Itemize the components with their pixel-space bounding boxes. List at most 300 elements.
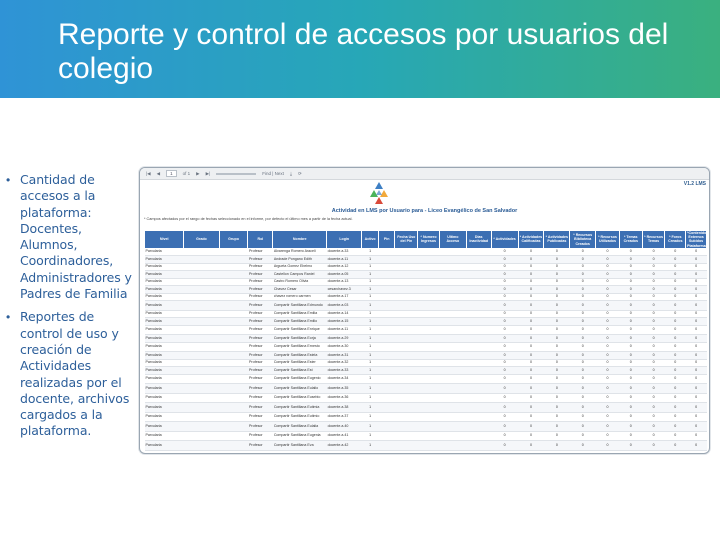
cell-grupo bbox=[219, 256, 248, 264]
cell-dias-inactividad bbox=[466, 441, 491, 451]
cell-count: 0 bbox=[619, 271, 642, 279]
cell-grado bbox=[184, 286, 219, 294]
cell-count: 0 bbox=[518, 335, 544, 343]
cell-count: 0 bbox=[544, 384, 570, 394]
cell-count: 0 bbox=[596, 256, 620, 264]
cell-rol: Profesor bbox=[248, 263, 273, 271]
cell-login: docente.a.34 bbox=[327, 374, 362, 384]
cell-grado bbox=[184, 359, 219, 367]
cell-grupo bbox=[219, 374, 248, 384]
cell-count: 0 bbox=[686, 342, 707, 352]
cell-count: 0 bbox=[686, 278, 707, 286]
cell-rol: Profesor bbox=[248, 412, 273, 422]
cell-nivel: Parvularia bbox=[145, 271, 184, 279]
cell-activo: 1 bbox=[362, 342, 379, 352]
cell-count: 0 bbox=[686, 412, 707, 422]
cell-ingresos bbox=[418, 374, 440, 384]
cell-nivel: Parvularia bbox=[145, 310, 184, 318]
cell-count: 0 bbox=[665, 412, 686, 422]
cell-ingresos bbox=[418, 422, 440, 432]
first-page-icon[interactable]: |◀ bbox=[146, 170, 151, 176]
cell-ingresos bbox=[418, 293, 440, 301]
page-number-input[interactable]: 1 bbox=[166, 170, 177, 177]
table-row bbox=[145, 256, 707, 264]
cell-count: 0 bbox=[619, 374, 642, 384]
cell-count: 0 bbox=[619, 393, 642, 403]
cell-activo: 1 bbox=[362, 441, 379, 451]
cell-grado bbox=[184, 384, 219, 394]
cell-pin bbox=[378, 393, 395, 403]
column-header[interactable]: * Recursos Biblioteca Creados bbox=[570, 231, 596, 249]
cell-ingresos bbox=[418, 325, 440, 335]
cell-fecha-pin bbox=[395, 293, 418, 301]
cell-grupo bbox=[219, 431, 248, 441]
refresh-icon[interactable]: ⟳ bbox=[297, 170, 302, 176]
cell-dias-inactividad bbox=[466, 278, 491, 286]
cell-dias-inactividad bbox=[466, 384, 491, 394]
cell-pin bbox=[378, 352, 395, 360]
cell-grado bbox=[184, 318, 219, 326]
cell-count: 0 bbox=[491, 286, 518, 294]
cell-ingresos bbox=[418, 393, 440, 403]
cell-grupo bbox=[219, 403, 248, 413]
cell-ingresos bbox=[418, 318, 440, 326]
cell-count: 0 bbox=[596, 271, 620, 279]
cell-count: 0 bbox=[570, 441, 596, 451]
cell-count: 0 bbox=[642, 318, 665, 326]
cell-rol: Profesor bbox=[248, 403, 273, 413]
cell-rol: Profesor bbox=[248, 301, 273, 311]
table-row bbox=[145, 431, 707, 441]
cell-count: 0 bbox=[665, 286, 686, 294]
cell-count: 0 bbox=[570, 278, 596, 286]
cell-fecha-pin bbox=[395, 325, 418, 335]
cell-nivel: Parvularia bbox=[145, 301, 184, 311]
cell-count: 0 bbox=[686, 374, 707, 384]
table-row bbox=[145, 335, 707, 343]
cell-count: 0 bbox=[544, 441, 570, 451]
cell-pin bbox=[378, 342, 395, 352]
cell-count: 0 bbox=[596, 403, 620, 413]
cell-activo: 1 bbox=[362, 359, 379, 367]
cell-nivel: Parvularia bbox=[145, 422, 184, 432]
cell-dias-inactividad bbox=[466, 359, 491, 367]
cell-count: 0 bbox=[665, 367, 686, 375]
cell-count: 0 bbox=[686, 422, 707, 432]
table-row bbox=[145, 352, 707, 360]
cell-nombre: Compartir Santillana Eorja bbox=[273, 335, 327, 343]
cell-login: docente.a.15 bbox=[327, 318, 362, 326]
cell-activo: 1 bbox=[362, 286, 379, 294]
cell-count: 0 bbox=[518, 293, 544, 301]
column-header[interactable]: Ultimo Acceso bbox=[439, 231, 466, 249]
cell-pin bbox=[378, 335, 395, 343]
cell-count: 0 bbox=[570, 318, 596, 326]
cell-count: 0 bbox=[518, 271, 544, 279]
cell-pin bbox=[378, 293, 395, 301]
cell-count: 0 bbox=[596, 367, 620, 375]
cell-count: 0 bbox=[619, 441, 642, 451]
cell-count: 0 bbox=[642, 359, 665, 367]
cell-count: 0 bbox=[518, 359, 544, 367]
cell-count: 0 bbox=[518, 325, 544, 335]
cell-count: 0 bbox=[491, 263, 518, 271]
column-header[interactable]: * Temas Creados bbox=[619, 231, 642, 249]
column-header[interactable]: Login bbox=[327, 231, 362, 249]
cell-activo: 1 bbox=[362, 367, 379, 375]
column-header[interactable]: Grupo bbox=[219, 231, 248, 249]
cell-ultimo-acceso bbox=[439, 367, 466, 375]
bullet-marker: • bbox=[6, 310, 11, 325]
cell-count: 0 bbox=[619, 263, 642, 271]
cell-ultimo-acceso bbox=[439, 301, 466, 311]
cell-rol: Profesor bbox=[248, 359, 273, 367]
cell-grupo bbox=[219, 441, 248, 451]
cell-rol: Profesor bbox=[248, 256, 273, 264]
cell-nivel: Parvularia bbox=[145, 412, 184, 422]
cell-dias-inactividad bbox=[466, 293, 491, 301]
cell-rol: Profesor bbox=[248, 271, 273, 279]
cell-ingresos bbox=[418, 352, 440, 360]
column-header[interactable]: * Actividades Publicadas bbox=[544, 231, 570, 249]
cell-count: 0 bbox=[544, 393, 570, 403]
cell-count: 0 bbox=[544, 367, 570, 375]
page-count: of 1 bbox=[182, 171, 191, 176]
cell-count: 0 bbox=[642, 271, 665, 279]
cell-count: 0 bbox=[544, 271, 570, 279]
cell-count: 0 bbox=[518, 431, 544, 441]
cell-rol: Profesor bbox=[248, 318, 273, 326]
cell-grado bbox=[184, 431, 219, 441]
cell-activo: 1 bbox=[362, 293, 379, 301]
cell-nivel: Parvularia bbox=[145, 393, 184, 403]
cell-count: 0 bbox=[491, 342, 518, 352]
cell-ultimo-acceso bbox=[439, 278, 466, 286]
cell-count: 0 bbox=[619, 403, 642, 413]
column-header[interactable]: * Numero Ingresos bbox=[418, 231, 440, 249]
cell-fecha-pin bbox=[395, 286, 418, 294]
cell-ingresos bbox=[418, 359, 440, 367]
cell-activo: 1 bbox=[362, 393, 379, 403]
column-header[interactable]: *Contenidos Externos Subidos Plataforma bbox=[687, 231, 709, 248]
cell-dias-inactividad bbox=[466, 393, 491, 403]
cell-grado bbox=[184, 335, 219, 343]
cell-count: 0 bbox=[665, 301, 686, 311]
cell-count: 0 bbox=[665, 422, 686, 432]
cell-count: 0 bbox=[491, 293, 518, 301]
cell-fecha-pin bbox=[395, 367, 418, 375]
cell-count: 0 bbox=[518, 441, 544, 451]
column-header[interactable]: Dias Inactividad bbox=[466, 231, 491, 249]
cell-count: 0 bbox=[570, 412, 596, 422]
cell-count: 0 bbox=[544, 335, 570, 343]
column-header[interactable]: * Foros Creados bbox=[665, 231, 686, 249]
bullet-marker: • bbox=[6, 173, 11, 187]
cell-ingresos bbox=[418, 278, 440, 286]
cell-count: 0 bbox=[686, 271, 707, 279]
table-row bbox=[145, 318, 707, 326]
cell-nombre: chavez romero carmen bbox=[273, 293, 327, 301]
table-row bbox=[145, 374, 707, 384]
cell-activo: 1 bbox=[362, 263, 379, 271]
table-row bbox=[145, 325, 707, 335]
cell-count: 0 bbox=[544, 359, 570, 367]
cell-count: 0 bbox=[686, 286, 707, 294]
cell-pin bbox=[378, 286, 395, 294]
cell-grupo bbox=[219, 342, 248, 352]
cell-count: 0 bbox=[642, 342, 665, 352]
cell-count: 0 bbox=[570, 384, 596, 394]
cell-rol: Profesor bbox=[248, 367, 273, 375]
cell-count: 0 bbox=[665, 359, 686, 367]
cell-grado bbox=[184, 325, 219, 335]
cell-nivel: Parvularia bbox=[145, 403, 184, 413]
cell-nivel: Parvularia bbox=[145, 367, 184, 375]
cell-rol: Profesor bbox=[248, 384, 273, 394]
cell-fecha-pin bbox=[395, 393, 418, 403]
column-header[interactable]: * Actividades Calificadas bbox=[518, 231, 544, 249]
table-row bbox=[145, 278, 707, 286]
cell-count: 0 bbox=[570, 256, 596, 264]
cell-ultimo-acceso bbox=[439, 286, 466, 294]
cell-count: 0 bbox=[619, 286, 642, 294]
cell-nombre: Compartir Santillana Eutimia bbox=[273, 403, 327, 413]
table-body bbox=[145, 248, 707, 450]
cell-pin bbox=[378, 310, 395, 318]
cell-grupo bbox=[219, 359, 248, 367]
cell-count: 0 bbox=[544, 278, 570, 286]
cell-rol: Profesor bbox=[248, 286, 273, 294]
cell-ingresos bbox=[418, 441, 440, 451]
cell-fecha-pin bbox=[395, 310, 418, 318]
cell-count: 0 bbox=[686, 293, 707, 301]
cell-fecha-pin bbox=[395, 352, 418, 360]
table-row bbox=[145, 293, 707, 301]
cell-count: 0 bbox=[544, 256, 570, 264]
cell-fecha-pin bbox=[395, 263, 418, 271]
cell-login: docente.a.42 bbox=[327, 441, 362, 451]
cell-count: 0 bbox=[491, 278, 518, 286]
cell-login: docente.a.12 bbox=[327, 263, 362, 271]
cell-dias-inactividad bbox=[466, 403, 491, 413]
cell-count: 0 bbox=[491, 384, 518, 394]
cell-pin bbox=[378, 301, 395, 311]
cell-count: 0 bbox=[544, 286, 570, 294]
table-row bbox=[145, 301, 707, 311]
cell-grupo bbox=[219, 310, 248, 318]
cell-count: 0 bbox=[596, 263, 620, 271]
cell-ingresos bbox=[418, 256, 440, 264]
cell-count: 0 bbox=[686, 359, 707, 367]
cell-count: 0 bbox=[619, 422, 642, 432]
table-row bbox=[145, 310, 707, 318]
cell-fecha-pin bbox=[395, 342, 418, 352]
column-header[interactable]: * Actividades bbox=[491, 231, 518, 249]
cell-count: 0 bbox=[544, 431, 570, 441]
last-page-icon[interactable]: ▶| bbox=[205, 170, 211, 176]
cell-fecha-pin bbox=[395, 335, 418, 343]
table-row bbox=[145, 403, 707, 413]
cell-count: 0 bbox=[665, 248, 686, 256]
column-header[interactable]: Nivel bbox=[145, 231, 184, 249]
cell-fecha-pin bbox=[395, 422, 418, 432]
cell-login: docente.a.36 bbox=[327, 393, 362, 403]
cell-nombre: Compartir Santillana Eugenia bbox=[273, 431, 327, 441]
cell-count: 0 bbox=[642, 286, 665, 294]
cell-dias-inactividad bbox=[466, 422, 491, 432]
cell-dias-inactividad bbox=[466, 412, 491, 422]
column-header[interactable]: Grado bbox=[184, 231, 219, 249]
cell-count: 0 bbox=[642, 293, 665, 301]
cell-nivel: Parvularia bbox=[145, 352, 184, 360]
cell-nivel: Parvularia bbox=[145, 293, 184, 301]
cell-count: 0 bbox=[665, 325, 686, 335]
cell-count: 0 bbox=[686, 325, 707, 335]
cell-count: 0 bbox=[544, 318, 570, 326]
prev-page-icon[interactable]: ◀ bbox=[156, 170, 161, 176]
find-input[interactable] bbox=[216, 173, 256, 175]
cell-count: 0 bbox=[642, 256, 665, 264]
cell-count: 0 bbox=[570, 263, 596, 271]
cell-rol: Profesor bbox=[248, 248, 273, 256]
column-header[interactable]: * Recursos Utilizados bbox=[596, 231, 620, 249]
cell-count: 0 bbox=[686, 263, 707, 271]
cell-count: 0 bbox=[518, 393, 544, 403]
cell-dias-inactividad bbox=[466, 318, 491, 326]
cell-count: 0 bbox=[642, 263, 665, 271]
cell-count: 0 bbox=[570, 342, 596, 352]
cell-count: 0 bbox=[642, 278, 665, 286]
export-icon[interactable]: ⤓ bbox=[289, 171, 292, 176]
cell-grupo bbox=[219, 263, 248, 271]
cell-count: 0 bbox=[619, 342, 642, 352]
cell-nivel: Parvularia bbox=[145, 325, 184, 335]
cell-ultimo-acceso bbox=[439, 352, 466, 360]
cell-count: 0 bbox=[570, 359, 596, 367]
cell-pin bbox=[378, 263, 395, 271]
cell-rol: Profesor bbox=[248, 278, 273, 286]
cell-login: docente.a.31 bbox=[327, 352, 362, 360]
cell-count: 0 bbox=[619, 301, 642, 311]
cell-count: 0 bbox=[544, 342, 570, 352]
cell-pin bbox=[378, 248, 395, 256]
cell-count: 0 bbox=[686, 256, 707, 264]
cell-count: 0 bbox=[544, 403, 570, 413]
cell-count: 0 bbox=[570, 293, 596, 301]
cell-login: docente.a.14 bbox=[327, 310, 362, 318]
cell-nombre: Compartir Santillana Enrique bbox=[273, 325, 327, 335]
cell-count: 0 bbox=[491, 352, 518, 360]
cell-count: 0 bbox=[570, 374, 596, 384]
cell-count: 0 bbox=[665, 318, 686, 326]
cell-rol: Profesor bbox=[248, 335, 273, 343]
cell-count: 0 bbox=[570, 431, 596, 441]
cell-nombre: Chavez Cesar bbox=[273, 286, 327, 294]
cell-count: 0 bbox=[665, 441, 686, 451]
bullet-text: Reportes de control de uso y creación de Actividades realizadas por el docente, archivos cargados a la plataforma. bbox=[20, 309, 130, 439]
cell-count: 0 bbox=[686, 318, 707, 326]
cell-count: 0 bbox=[665, 310, 686, 318]
cell-count: 0 bbox=[665, 393, 686, 403]
cell-count: 0 bbox=[665, 342, 686, 352]
cell-grupo bbox=[219, 293, 248, 301]
cell-nombre: Argueta Gomez Ebelmo bbox=[273, 263, 327, 271]
column-header[interactable]: * Recursos Temas bbox=[642, 231, 665, 249]
cell-fecha-pin bbox=[395, 248, 418, 256]
column-header[interactable]: Activo bbox=[362, 231, 379, 249]
column-header[interactable]: Rol bbox=[248, 231, 273, 249]
cell-count: 0 bbox=[491, 412, 518, 422]
cell-count: 0 bbox=[596, 431, 620, 441]
cell-activo: 1 bbox=[362, 248, 379, 256]
cell-count: 0 bbox=[491, 318, 518, 326]
column-header[interactable]: Nombre bbox=[273, 231, 327, 249]
cell-count: 0 bbox=[518, 256, 544, 264]
cell-ultimo-acceso bbox=[439, 359, 466, 367]
next-page-icon[interactable]: ▶ bbox=[196, 170, 200, 176]
cell-count: 0 bbox=[544, 310, 570, 318]
cell-grado bbox=[184, 301, 219, 311]
cell-activo: 1 bbox=[362, 412, 379, 422]
cell-ingresos bbox=[418, 286, 440, 294]
column-header[interactable]: Pin bbox=[378, 231, 395, 249]
cell-count: 0 bbox=[619, 431, 642, 441]
cell-count: 0 bbox=[596, 325, 620, 335]
cell-count: 0 bbox=[665, 293, 686, 301]
cell-count: 0 bbox=[518, 374, 544, 384]
cell-nombre: Castro Romero Olivia bbox=[273, 278, 327, 286]
cell-dias-inactividad bbox=[466, 335, 491, 343]
bullet-item bbox=[6, 309, 136, 439]
cell-count: 0 bbox=[665, 374, 686, 384]
table-row bbox=[145, 263, 707, 271]
cell-dias-inactividad bbox=[466, 310, 491, 318]
cell-grupo bbox=[219, 422, 248, 432]
cell-login: docente.a.29 bbox=[327, 335, 362, 343]
slide-title: Reporte y control de accesos por usuarios del colegio bbox=[58, 18, 669, 85]
cell-dias-inactividad bbox=[466, 325, 491, 335]
cell-count: 0 bbox=[642, 301, 665, 311]
cell-rol: Profesor bbox=[248, 293, 273, 301]
cell-count: 0 bbox=[570, 248, 596, 256]
cell-count: 0 bbox=[596, 352, 620, 360]
cell-count: 0 bbox=[518, 310, 544, 318]
cell-nivel: Parvularia bbox=[145, 256, 184, 264]
cell-grado bbox=[184, 342, 219, 352]
cell-ingresos bbox=[418, 342, 440, 352]
cell-fecha-pin bbox=[395, 384, 418, 394]
cell-login: docente.a.32 bbox=[327, 359, 362, 367]
triangle-logo-icon bbox=[366, 180, 392, 206]
cell-login: docente.a.11 bbox=[327, 325, 362, 335]
cell-count: 0 bbox=[491, 374, 518, 384]
cell-pin bbox=[378, 422, 395, 432]
cell-dias-inactividad bbox=[466, 352, 491, 360]
cell-count: 0 bbox=[544, 352, 570, 360]
cell-count: 0 bbox=[491, 256, 518, 264]
table-row bbox=[145, 367, 707, 375]
cell-rol: Profesor bbox=[248, 422, 273, 432]
cell-count: 0 bbox=[570, 335, 596, 343]
cell-count: 0 bbox=[544, 412, 570, 422]
cell-count: 0 bbox=[544, 293, 570, 301]
cell-login: docente.a.05 bbox=[327, 271, 362, 279]
cell-nombre: Compartir Santillana Eulalia bbox=[273, 422, 327, 432]
find-next-link[interactable]: Find | Next bbox=[262, 171, 284, 176]
cell-nivel: Parvularia bbox=[145, 286, 184, 294]
cell-ultimo-acceso bbox=[439, 441, 466, 451]
column-header[interactable]: Fecha Uso del Pin bbox=[395, 231, 418, 249]
